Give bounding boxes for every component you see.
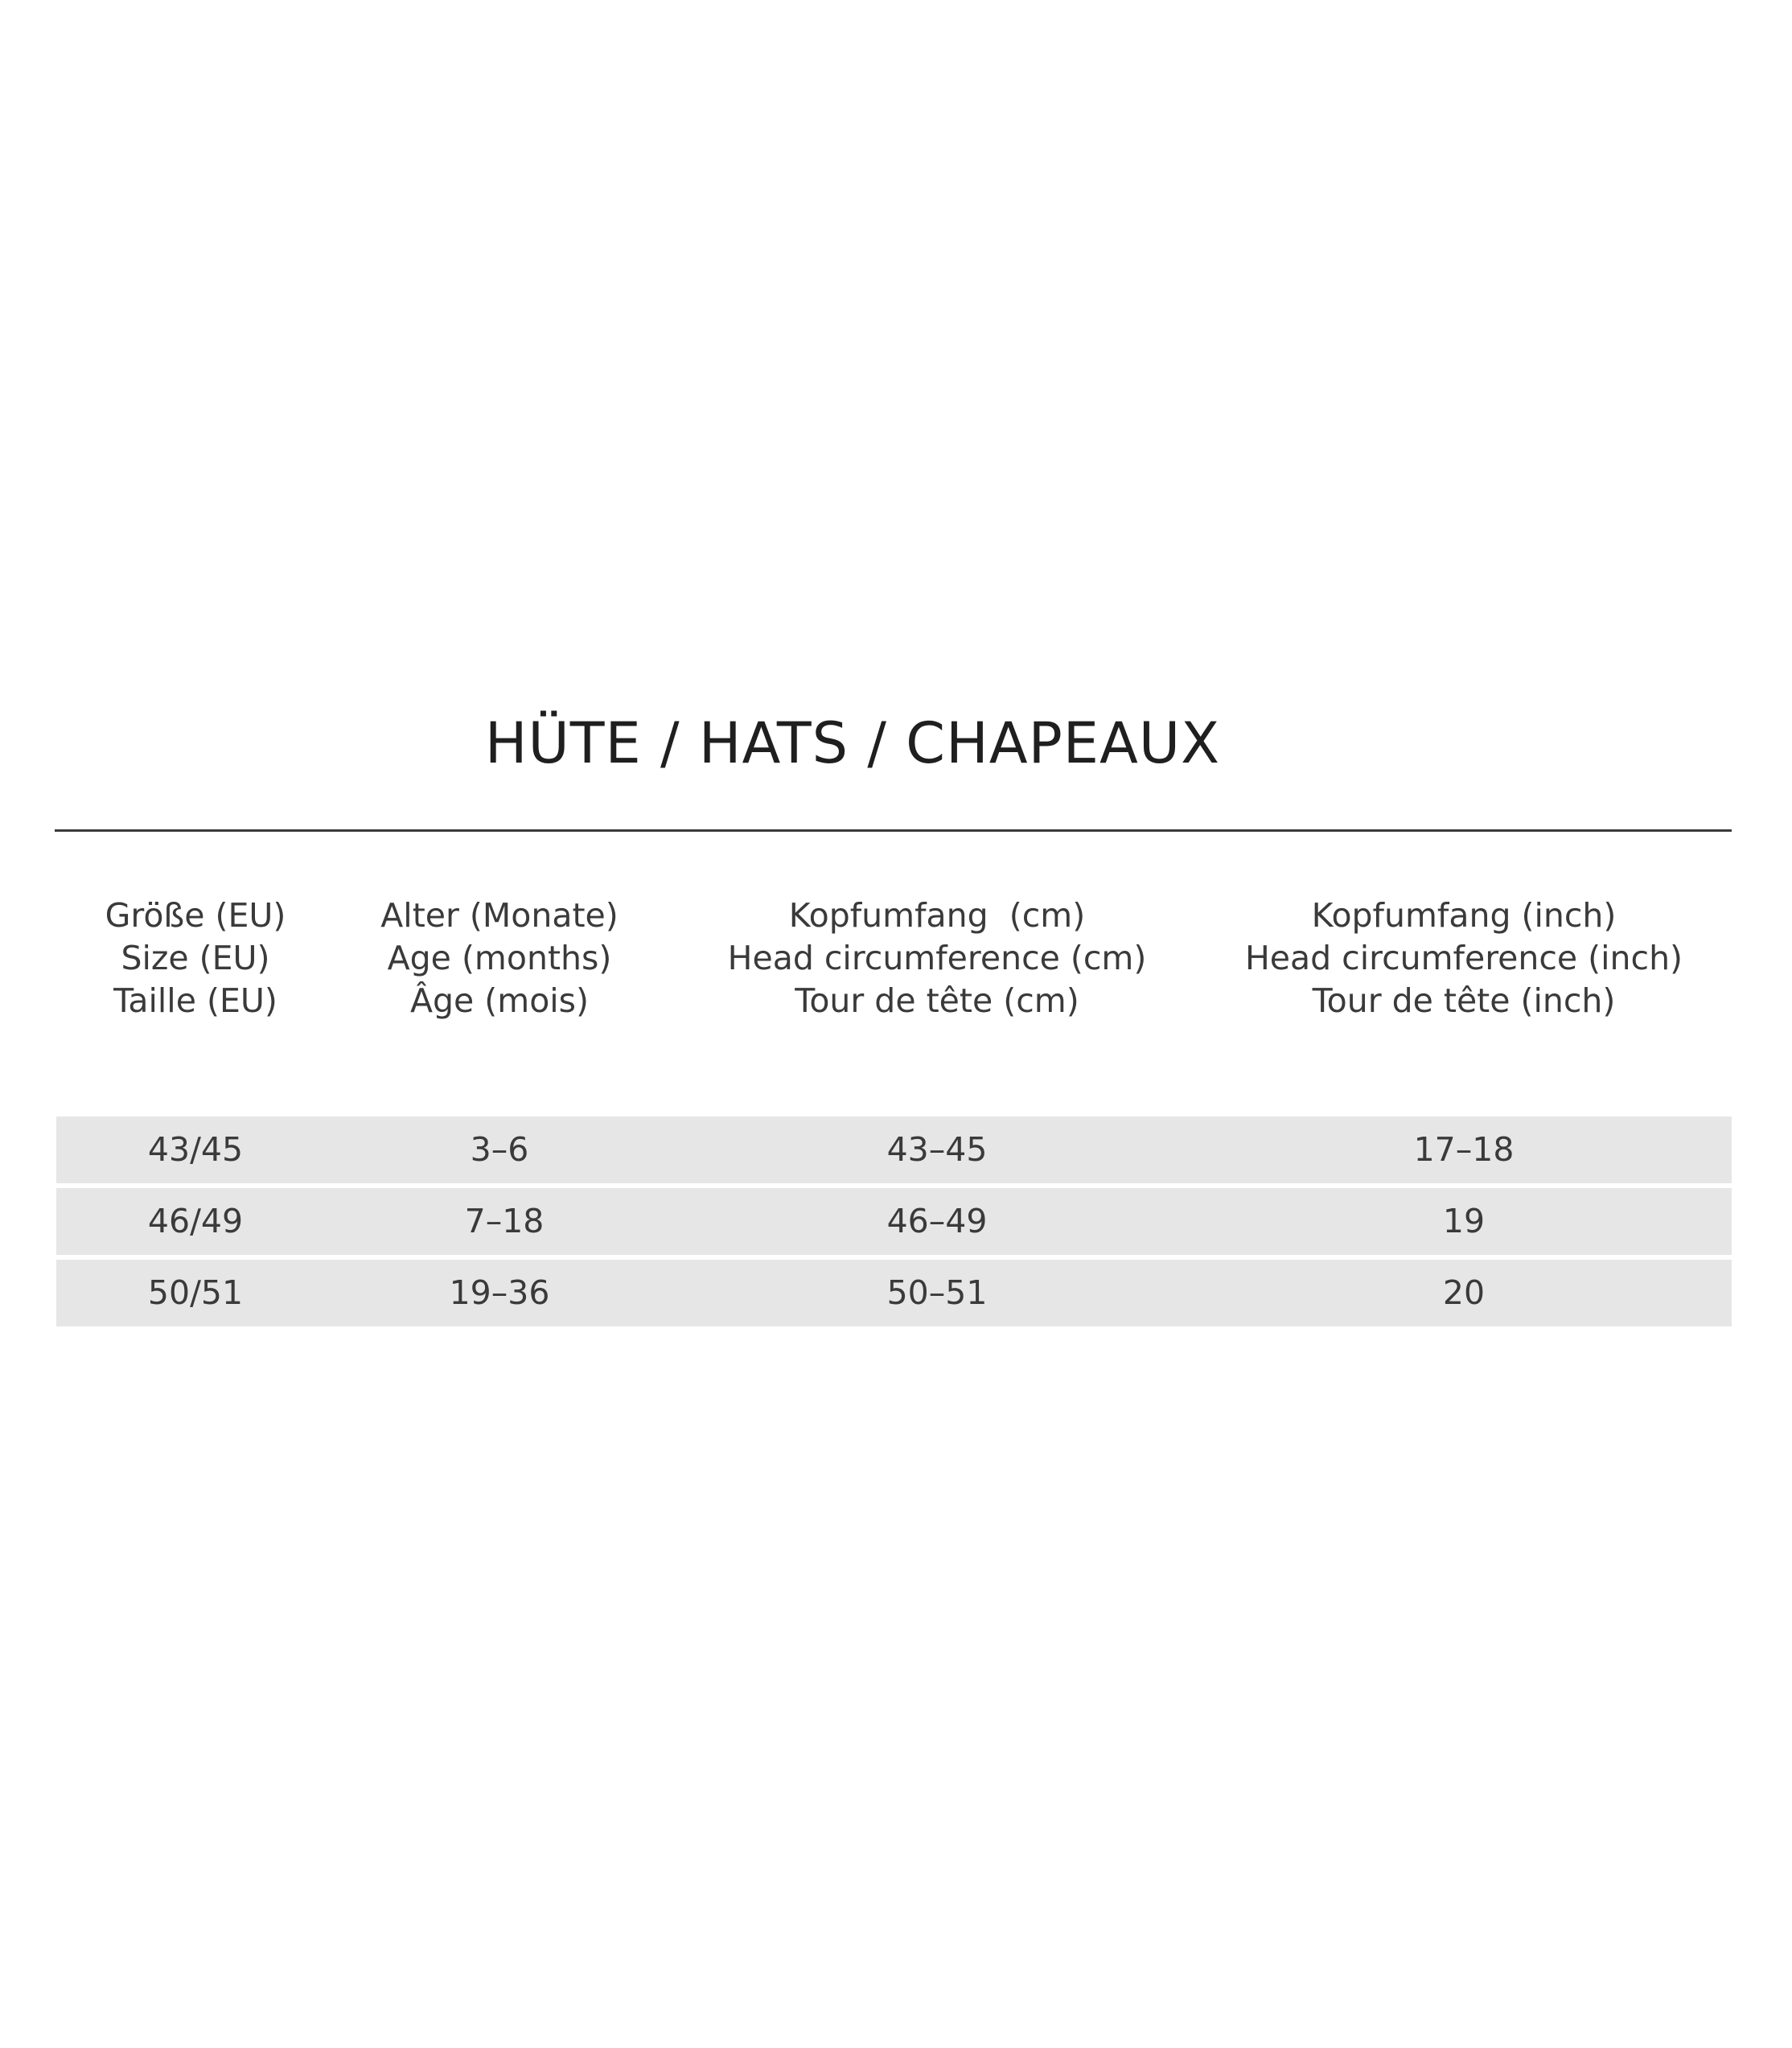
page-title: HÜTE / HATS / CHAPEAUX: [484, 710, 1221, 776]
table-header: [0, 894, 1792, 1031]
header-age: [380, 894, 619, 1022]
table-row: [56, 1188, 1732, 1255]
header-head-inch: [1245, 894, 1683, 1022]
cell-age: 3–6: [470, 1130, 529, 1169]
title-divider: [55, 829, 1732, 832]
header-head-cm-en: Head circumference (cm): [727, 939, 1147, 977]
cell-head-cm: 50–51: [886, 1273, 988, 1312]
cell-age: 19–36: [449, 1273, 550, 1312]
cell-size: 46/49: [147, 1202, 244, 1240]
header-head-cm-de: Kopfumfang (cm): [788, 896, 1086, 935]
cell-head-cm: 46–49: [886, 1202, 988, 1240]
table-body: [56, 1117, 1732, 1331]
cell-size: 50/51: [147, 1273, 244, 1312]
cell-head-cm: 43–45: [886, 1130, 988, 1169]
header-size: [105, 894, 286, 1022]
header-head-cm: [728, 894, 1147, 1022]
cell-head-inch: 19: [1442, 1202, 1486, 1240]
header-age-de: Alter (Monate): [380, 896, 619, 935]
cell-head-inch: 20: [1442, 1273, 1486, 1312]
header-size-en: Size (EU): [121, 939, 270, 977]
header-age-fr: Âge (mois): [409, 981, 590, 1020]
cell-age: 7–18: [464, 1202, 545, 1240]
header-size-fr: Taille (EU): [113, 981, 277, 1020]
header-head-cm-fr: Tour de tête (cm): [795, 981, 1079, 1020]
header-head-inch-de: Kopfumfang (inch): [1311, 896, 1617, 935]
header-head-inch-en: Head circumference (inch): [1244, 939, 1683, 977]
cell-head-inch: 17–18: [1413, 1130, 1515, 1169]
cell-size: 43/45: [147, 1130, 244, 1169]
header-size-de: Größe (EU): [105, 896, 286, 935]
table-row: [56, 1117, 1732, 1183]
table-row: [56, 1260, 1732, 1326]
header-head-inch-fr: Tour de tête (inch): [1312, 981, 1616, 1020]
header-age-en: Age (months): [387, 939, 612, 977]
